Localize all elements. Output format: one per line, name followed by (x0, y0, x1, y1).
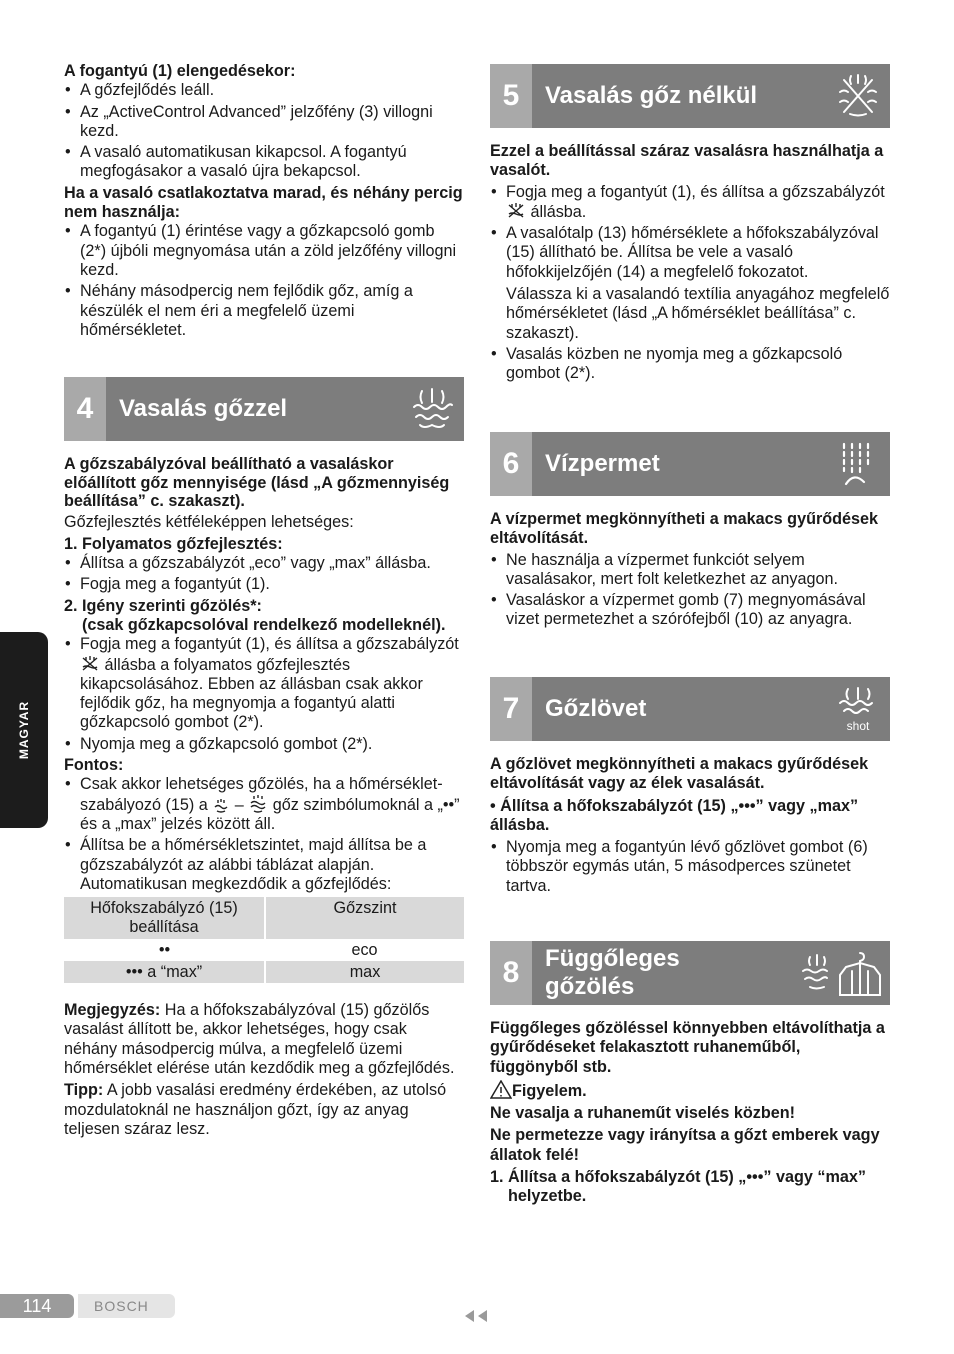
note (64, 1001, 464, 1078)
section-header-7 (490, 677, 890, 741)
note-label: Megjegyzés: (64, 1001, 161, 1020)
list-item: • Az „ActiveControl Advanced” jelzőfény (3) villogni kezd. (64, 103, 464, 142)
list-item (64, 635, 464, 732)
sec5-intro-bold: Ezzel a beállítással száraz vasalásra használhatja a vasalót. (490, 142, 884, 180)
step2-heading: 2. Igény szerinti gőzölés*: (64, 596, 262, 615)
tip-label: Tipp: (64, 1081, 104, 1100)
list-item (490, 224, 890, 343)
section-number: 7 (490, 677, 532, 741)
warning-1: Ne vasalja a ruhaneműt viselés közben! (490, 1104, 795, 1123)
sec8-step1: 1. Állítsa a hőfokszabályzót (15) „•••” vagy “max” helyzetbe. (490, 1168, 866, 1206)
no-steam-icon (506, 202, 526, 220)
list-item: • Vasaláskor a vízpermet gomb (7) megnyomásával vizet permetezhet a szórófejből (10) az anyagra. (490, 591, 890, 630)
section-title: Vasalás gőzzel (119, 395, 288, 422)
steam-high-icon (248, 795, 268, 813)
sec4-intro: Gőzfejlesztés kétféleképpen lehetséges: (64, 512, 354, 531)
imp-text-a: Csak akkor lehetséges gőzölés, ha a hőmérséklet-szabályozó (15) a (80, 775, 443, 814)
no-steam-icon (834, 72, 882, 120)
list-item: • Ne használja a vízpermet funkciót selyem vasalásakor, mert folt keletkezhet az anyagon. (490, 551, 890, 590)
steam-low-icon (212, 797, 230, 813)
imp-text-c: gőz szimbólumoknál a „••” és a „max” jelzés között áll. (80, 795, 460, 833)
table-cell: •• (158, 940, 171, 959)
warning-2: Ne permetezze vagy irányítsa a gőzt emberek vagy állatok felé! (490, 1126, 880, 1164)
table-header: Gőzszint (333, 899, 397, 918)
sec6-list (490, 551, 890, 630)
release-list (64, 81, 464, 181)
section-title: Vasalás gőz nélkül (545, 82, 758, 109)
step2-list (64, 635, 464, 754)
list-item: • Fogja meg a fogantyút (1). (64, 575, 464, 594)
table-row (64, 939, 464, 961)
language-tab (0, 632, 48, 828)
release-heading: A fogantyú (1) elengedésekor: (64, 62, 296, 80)
table-cell: eco (351, 940, 378, 959)
list-item: • Vasalás közben ne nyomja meg a gőzkapcsoló gombot (2*). (490, 345, 890, 384)
idle-heading: Ha a vasaló csatlakoztatva marad, és néhány percig nem használja: (64, 183, 463, 222)
table-cell: max (349, 962, 381, 981)
steam-icon (408, 385, 456, 433)
steam-table (64, 897, 464, 983)
section-4-body (64, 455, 464, 1139)
section-header-5 (490, 64, 890, 128)
section-header-6 (490, 432, 890, 496)
list-item (64, 775, 464, 834)
sec8-intro-bold: Függőleges gőzöléssel könnyebben eltávolíthatja a gyűrődéseket felakasztott ruhaneműből, függönyből stb. (490, 1019, 885, 1076)
section-header-4 (64, 377, 464, 441)
list-item: • A fogantyú (1) érintése vagy a gőzkapcsoló gomb (2*) újbóli megnyomása után a zöld jelzőfény villogni kezd. (64, 222, 464, 280)
section-header-8 (490, 941, 890, 1005)
warning-text: Figyelem. (512, 1081, 587, 1100)
vertical-steam-icon (800, 949, 884, 997)
back-arrows-icon[interactable] (462, 1308, 490, 1324)
section-number: 5 (490, 64, 532, 128)
language-label: MAGYAR (17, 700, 31, 760)
warning (490, 1080, 890, 1101)
section-title: Függőleges gőzölés (545, 945, 680, 1000)
section-8-body (490, 1019, 890, 1207)
imp-text-b: – (234, 795, 244, 814)
brand-label: BOSCH (78, 1294, 175, 1318)
step2-sub: (csak gőzkapcsolóval rendelkező modelleknél). (82, 615, 446, 634)
tip-text: A jobb vasalási eredmény érdekében, az utolsó mozdulatoknál ne használjon gőzt, így az anyag teljesen száraz lesz. (64, 1081, 447, 1138)
release-section (64, 62, 464, 342)
steam-shot-icon (834, 685, 882, 733)
sec5-item1-a: Fogja meg a fogantyút (1), és állítsa a gőzszabályzót (506, 182, 885, 201)
section-title: Vízpermet (545, 450, 660, 477)
sec5-item2-cont: Válassza ki a vasalandó textília anyagához megfelelő hőmérsékletet (lásd „A hőmérséklet beállítása” c. szakaszt). (506, 285, 890, 342)
list-item: • Állítsa a gőzszabályzót „eco” vagy „max” állásba. (64, 554, 464, 573)
section-7-body (490, 755, 890, 898)
list-item: • Nyomja meg a fogantyún lévő gőzlövet gombot (6) többször egymás után, 5 másodperces szünetet tartva. (490, 838, 890, 896)
list-item: • Nyomja meg a gőzkapcsoló gombot (2*). (64, 735, 464, 754)
shot-label: shot (846, 719, 870, 733)
sec7-intro-bold: A gőzlövet megkönnyítheti a makacs gyűrődések eltávolítását vagy az élek vasalását. (490, 755, 869, 793)
section-number: 6 (490, 432, 532, 496)
water-spray-icon (834, 440, 882, 488)
list-item: • Néhány másodpercig nem fejlődik gőz, amíg a készülék el nem éri a megfelelő üzemi hőmérsékletet. (64, 282, 464, 340)
step1-heading: 1. Folyamatos gőzfejlesztés: (64, 534, 283, 553)
list-item: • A vasaló automatikusan kikapcsol. A fogantyú megfogásakor a vasaló újra bekapcsol. (64, 143, 464, 182)
step2-text-b: állásba a folyamatos gőzfejlesztés kikapcsolásához. Ebben az állásban csak akkor fejlődik gőz, ha megnyomja a fogantyú alatti gőzkapcsoló gombot (2*). (80, 655, 423, 732)
section-title: Gőzlövet (545, 695, 647, 722)
table-row (64, 961, 464, 983)
note-text: Ha a hőfokszabályzóval (15) gőzölős vasalást állított be, akkor lehetséges, hogy csak néhány másodpercig múlva, a megfelelő üzemi hőmérséklet elérése után kezdődik meg a gőzfejlődés. (64, 1001, 455, 1078)
sec7-list (490, 838, 890, 896)
table-cell: ••• a “max” (64, 961, 265, 983)
section-number: 4 (64, 377, 106, 441)
sec5-list (490, 183, 890, 384)
table-header-row (64, 897, 464, 939)
warning-icon (490, 1080, 512, 1099)
idle-list (64, 222, 464, 340)
sec6-intro-bold: A vízpermet megkönnyítheti a makacs gyűrődések eltávolítását. (490, 510, 879, 548)
list-item: • Állítsa be a hőmérsékletszintet, majd állítsa be a gőzszabályzót az alábbi táblázat alapján. Automatikusan megkezdődik a gőzfejlődés: (64, 836, 464, 894)
list-item: • A gőzfejlődés leáll. (64, 81, 464, 100)
sec5-item2: A vasalótalp (13) hőmérséklete a hőfokszabályzóval (15) állítható be. Állítsa be vele a vasaló hőfokkijelzőjén (14) a megfelelő fokozatot. (506, 224, 879, 281)
step1-list (64, 554, 464, 595)
no-steam-icon (80, 655, 100, 673)
section-number: 8 (490, 941, 532, 1005)
important-list (64, 775, 464, 894)
table-header: Hőfokszabályzó (15) beállítása (64, 897, 265, 939)
step2-text-a: Fogja meg a fogantyút (1), és állítsa a gőzszabályzót (80, 635, 459, 654)
section-6-body (490, 510, 890, 632)
sec4-intro-bold: A gőzszabályzóval beállítható a vasaláskor előállított gőz mennyisége (lásd „A gőzmennyiség beállítása” c. szakaszt). (64, 455, 450, 510)
sec7-bold-item: • Állítsa a hőfokszabályzót (15) „•••” vagy „max” állásba. (490, 796, 859, 834)
list-item (490, 183, 890, 223)
page-number: 114 (0, 1294, 74, 1318)
tip (64, 1081, 464, 1139)
section-5-body (490, 142, 890, 386)
sec5-item1-b: állásba. (530, 202, 587, 221)
important-heading: Fontos: (64, 756, 124, 775)
